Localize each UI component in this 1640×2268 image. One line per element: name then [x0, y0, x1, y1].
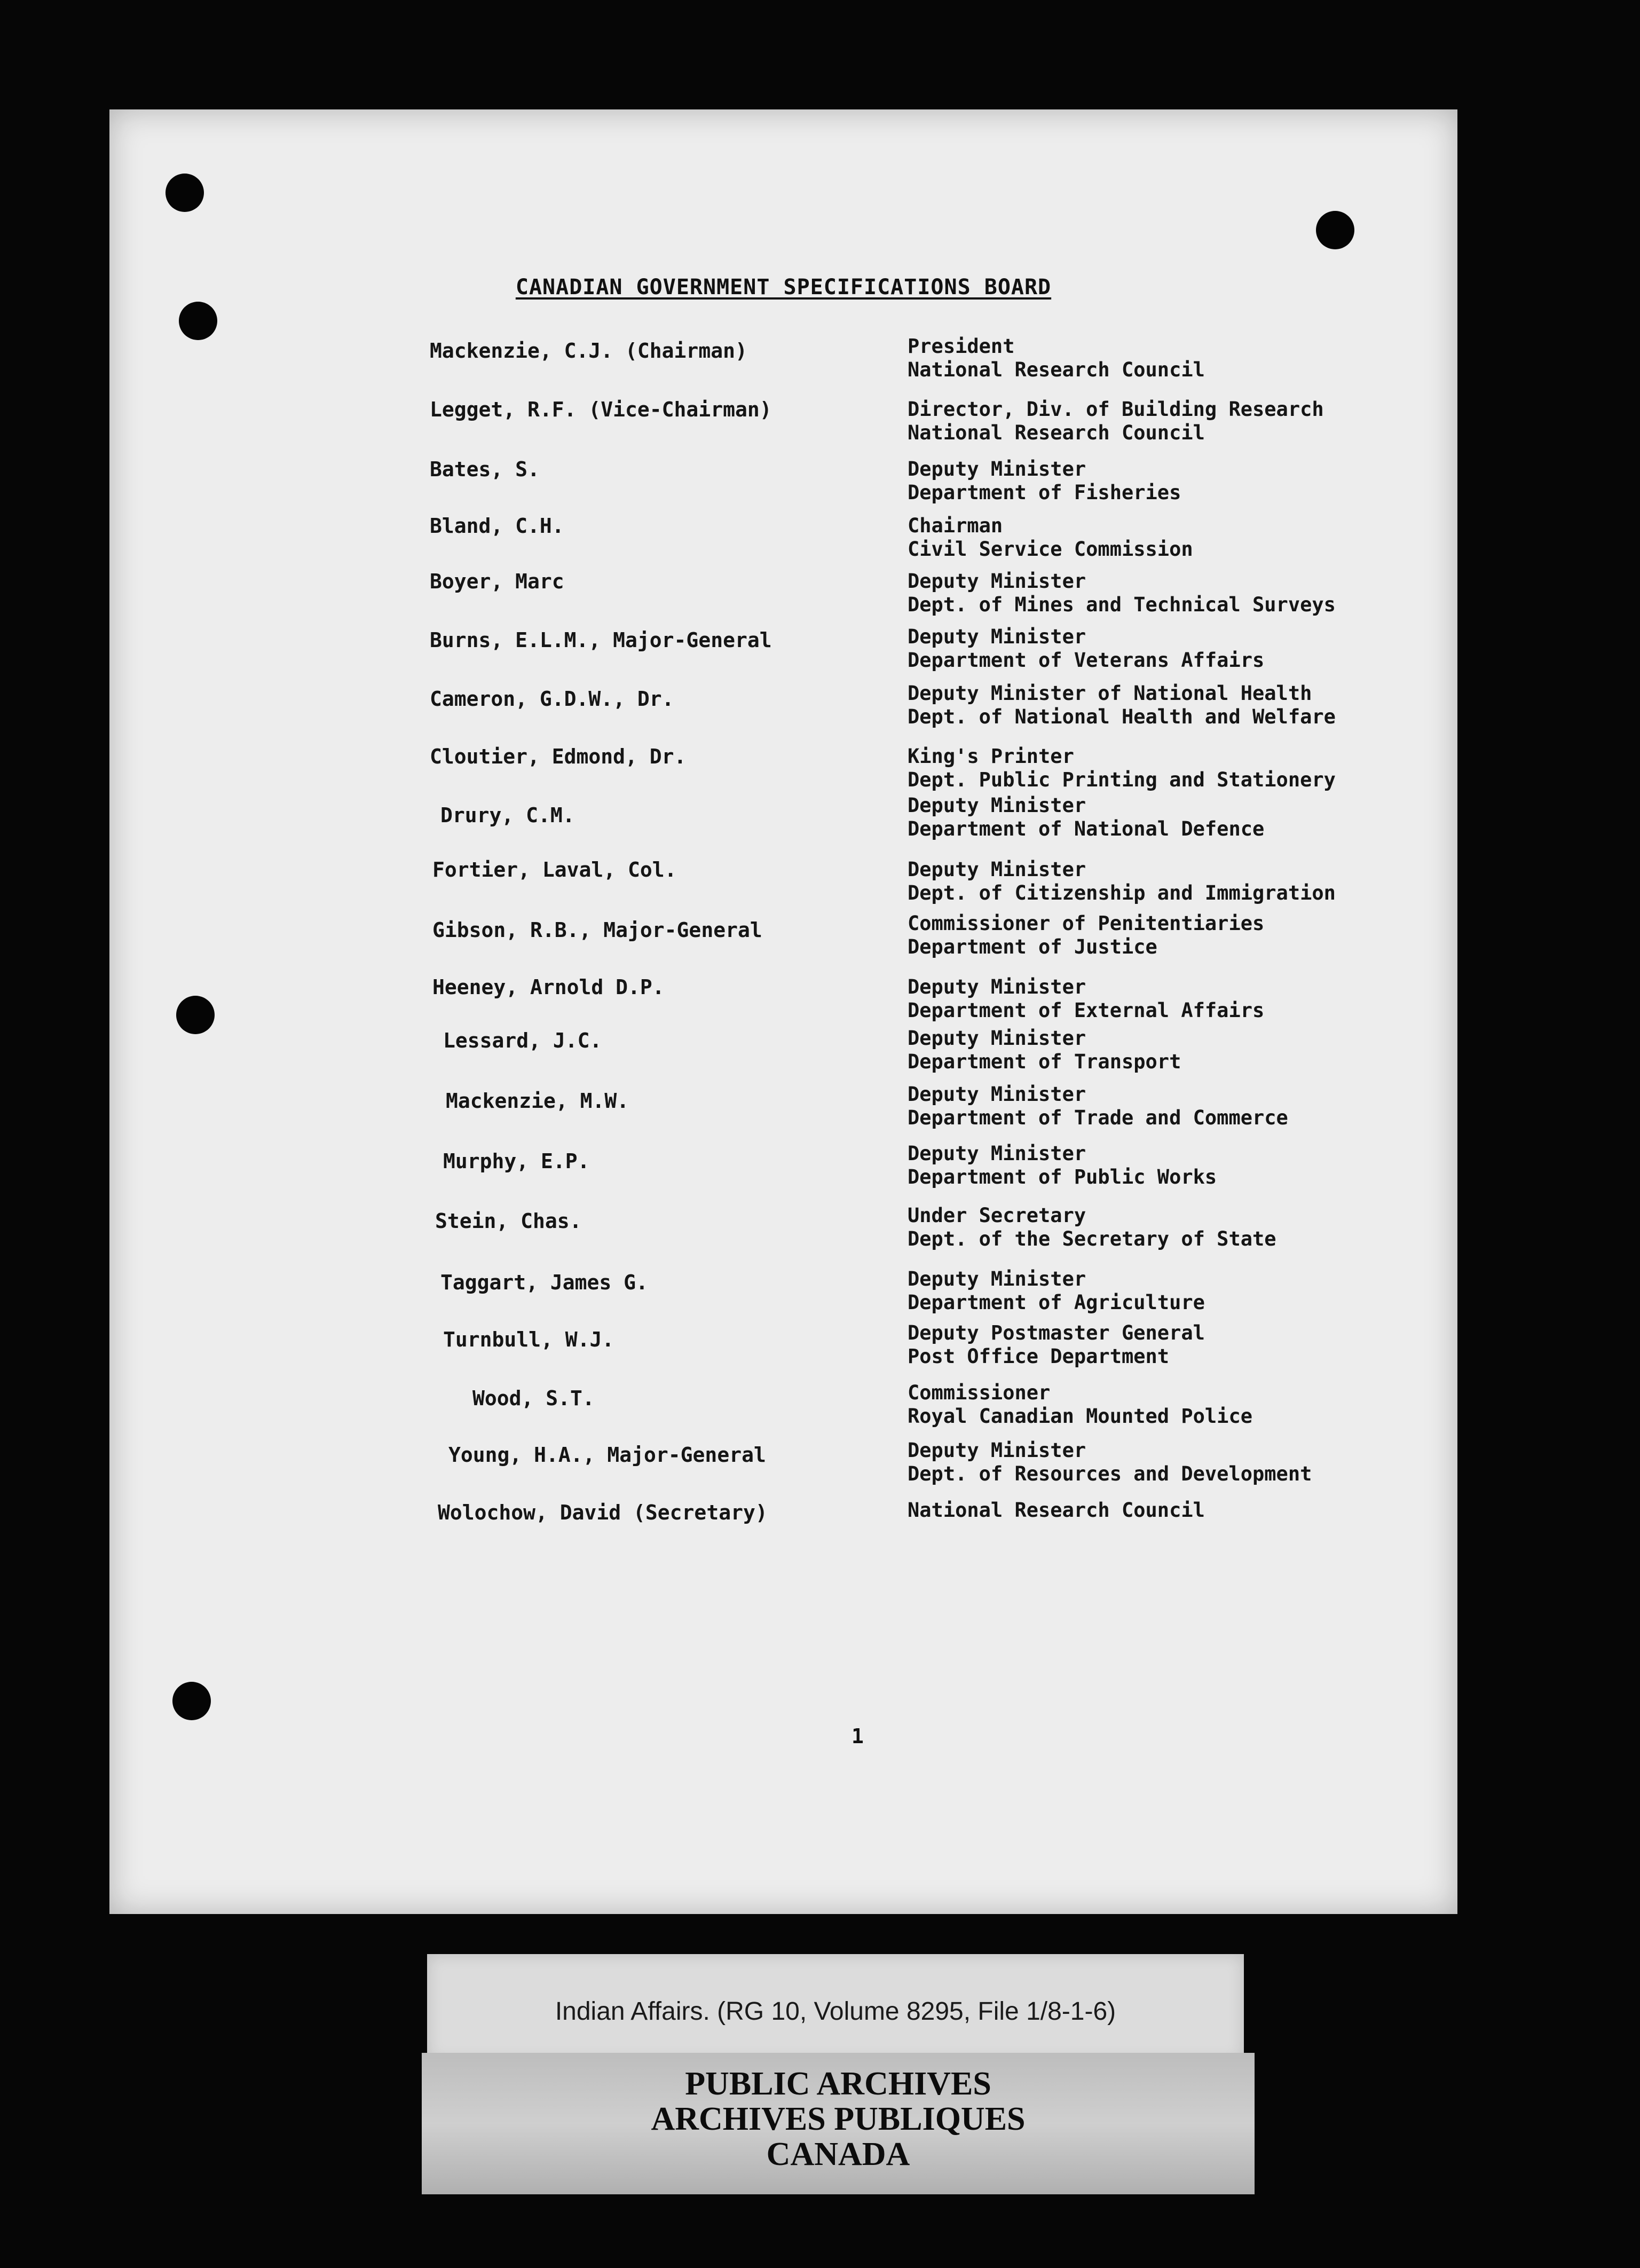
position-title: Deputy Minister [908, 858, 1086, 881]
member-position [908, 1204, 1276, 1251]
position-title: Deputy Postmaster General [908, 1321, 1205, 1344]
position-organization: Post Office Department [908, 1345, 1170, 1368]
position-title: Commissioner [908, 1381, 1051, 1404]
position-organization: Department of External Affairs [908, 999, 1265, 1022]
position-title: President [908, 335, 1015, 358]
member-position [908, 682, 1336, 729]
member-position [908, 1027, 1181, 1074]
member-position [908, 912, 1264, 959]
stamp-line-country: CANADA [766, 2136, 910, 2172]
member-name: Wolochow, David (Secretary) [438, 1501, 768, 1524]
member-name: Cloutier, Edmond, Dr. [430, 745, 687, 768]
position-organization: Department of Justice [908, 935, 1157, 958]
member-name: Bates, S. [430, 458, 540, 481]
page-number: 1 [851, 1724, 864, 1748]
archive-stamp-text [422, 2066, 1255, 2172]
position-organization: Dept. of the Secretary of State [908, 1227, 1276, 1250]
position-title: Deputy Minister of National Health [908, 682, 1312, 705]
member-position [908, 625, 1264, 672]
binder-hole-4 [176, 996, 215, 1034]
position-title: Deputy Minister [908, 975, 1086, 998]
member-position [908, 1381, 1252, 1428]
position-title: Deputy Minister [908, 458, 1086, 481]
binder-hole-1 [165, 174, 204, 212]
position-title: Deputy Minister [908, 1439, 1086, 1462]
position-organization: Dept. Public Printing and Stationery [908, 768, 1336, 791]
position-title: Deputy Minister [908, 1267, 1086, 1290]
position-title: Deputy Minister [908, 1083, 1086, 1106]
position-title: Under Secretary [908, 1204, 1086, 1227]
position-organization: Civil Service Commission [908, 538, 1193, 561]
member-position [908, 858, 1336, 905]
member-name: Mackenzie, C.J. (Chairman) [430, 339, 747, 363]
member-position [908, 1439, 1312, 1486]
member-position [908, 570, 1336, 617]
member-position [908, 975, 1264, 1022]
position-title: Director, Div. of Building Research [908, 398, 1324, 421]
member-name: Mackenzie, M.W. [446, 1089, 629, 1113]
member-name: Fortier, Laval, Col. [432, 858, 677, 881]
member-position [908, 398, 1324, 445]
member-name: Stein, Chas. [435, 1209, 582, 1233]
position-title: Deputy Minister [908, 625, 1086, 648]
member-name: Drury, C.M. [440, 804, 575, 827]
archive-reference-text: Indian Affairs. (RG 10, Volume 8295, File 1/8-1-6) [555, 1997, 1116, 2026]
member-position [908, 794, 1264, 841]
binder-hole-2 [1316, 211, 1354, 249]
position-organization: Department of Fisheries [908, 481, 1181, 504]
member-name: Boyer, Marc [430, 570, 564, 593]
member-position [908, 1267, 1205, 1314]
archive-reference-label [427, 1954, 1244, 2061]
binder-hole-5 [172, 1682, 211, 1720]
member-position [908, 1499, 1205, 1522]
archive-stamp [422, 2053, 1255, 2194]
member-name: Turnbull, W.J. [443, 1328, 614, 1351]
member-position [908, 1321, 1205, 1368]
position-organization: Dept. of Mines and Technical Surveys [908, 593, 1336, 616]
member-name: Heeney, Arnold D.P. [432, 975, 665, 999]
position-title: Deputy Minister [908, 1027, 1086, 1050]
position-organization: Department of Veterans Affairs [908, 649, 1265, 672]
stamp-line-french: ARCHIVES PUBLIQUES [651, 2101, 1026, 2137]
member-position [908, 1083, 1288, 1130]
stamp-line-english: PUBLIC ARCHIVES [685, 2066, 991, 2102]
member-name: Gibson, R.B., Major-General [432, 918, 762, 942]
position-organization: Dept. of Citizenship and Immigration [908, 881, 1336, 904]
position-title: Deputy Minister [908, 794, 1086, 817]
position-title: Chairman [908, 514, 1003, 537]
member-position [908, 514, 1193, 561]
member-name: Bland, C.H. [430, 514, 564, 538]
member-position [908, 745, 1336, 792]
position-organization: National Research Council [908, 421, 1205, 444]
position-organization: Department of National Defence [908, 817, 1265, 840]
member-position [908, 1142, 1217, 1189]
position-organization: National Research Council [908, 1499, 1205, 1522]
member-name: Legget, R.F. (Vice-Chairman) [430, 398, 772, 421]
member-name: Cameron, G.D.W., Dr. [430, 687, 674, 711]
position-organization: Department of Trade and Commerce [908, 1106, 1288, 1129]
member-name: Taggart, James G. [440, 1271, 648, 1294]
position-title: Deputy Minister [908, 570, 1086, 593]
position-title: Deputy Minister [908, 1142, 1086, 1165]
position-organization: Department of Public Works [908, 1166, 1217, 1188]
member-name: Young, H.A., Major-General [448, 1443, 766, 1467]
binder-hole-3 [179, 302, 217, 340]
member-name: Burns, E.L.M., Major-General [430, 628, 772, 652]
position-organization: Department of Agriculture [908, 1291, 1205, 1314]
position-organization: Royal Canadian Mounted Police [908, 1405, 1253, 1428]
document-page [109, 109, 1457, 1914]
position-title: Commissioner of Penitentiaries [908, 912, 1265, 935]
position-title: King's Printer [908, 745, 1074, 768]
position-organization: National Research Council [908, 358, 1205, 381]
member-name: Wood, S.T. [472, 1387, 595, 1410]
position-organization: Dept. of National Health and Welfare [908, 705, 1336, 728]
member-position [908, 335, 1205, 382]
position-organization: Department of Transport [908, 1050, 1181, 1073]
document-title: CANADIAN GOVERNMENT SPECIFICATIONS BOARD [515, 275, 1052, 300]
position-organization: Dept. of Resources and Development [908, 1462, 1312, 1485]
member-name: Murphy, E.P. [443, 1149, 590, 1173]
member-name: Lessard, J.C. [443, 1029, 602, 1052]
member-position [908, 458, 1181, 505]
